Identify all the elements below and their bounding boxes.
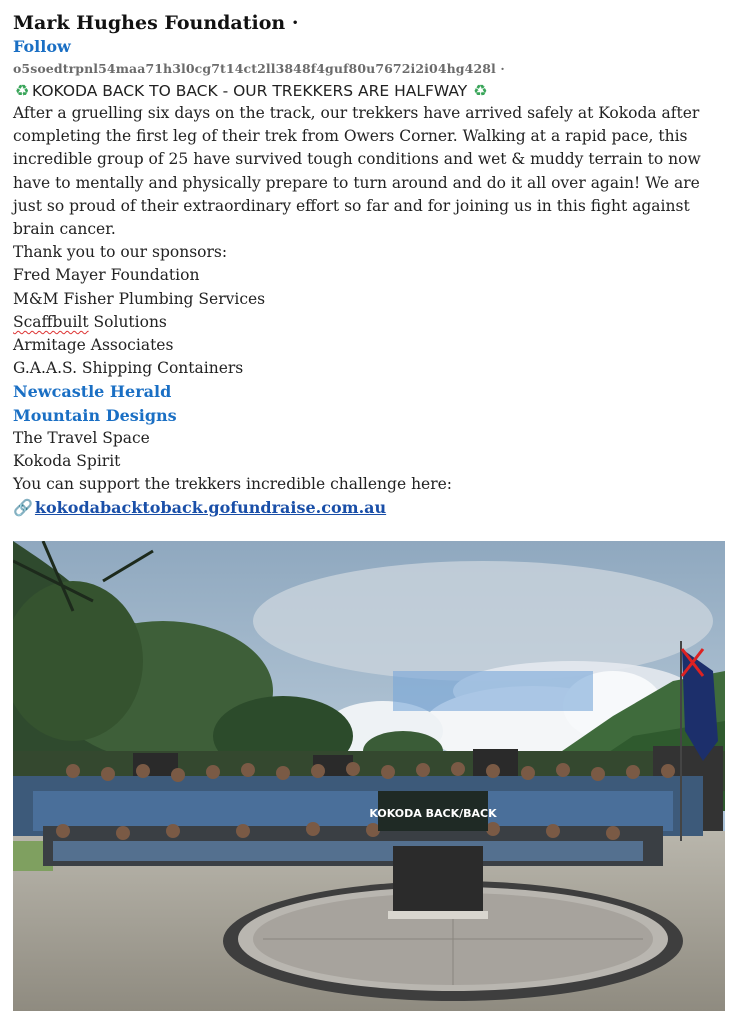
post-meta-id: o5soedtrpnl54maa71h3l0cg7t14ct2ll3848f4guf80u7672i2i04hg428l · xyxy=(13,61,505,76)
sponsor-item: Kokoda Spirit xyxy=(13,452,121,471)
sponsor-item: G.A.A.S. Shipping Containers xyxy=(13,359,244,378)
sponsor-link-newcastle-herald[interactable]: Newcastle Herald xyxy=(13,382,172,402)
follow-button[interactable]: Follow xyxy=(13,37,71,56)
page-name[interactable]: Mark Hughes Foundation · xyxy=(13,12,299,34)
sponsor-item: The Travel Space xyxy=(13,428,150,447)
group-photo[interactable] xyxy=(13,541,725,1011)
link-icon: 🔗 xyxy=(13,498,33,518)
support-text: You can support the trekkers incredible challenge here: xyxy=(13,475,453,494)
recycle-icon: ♻ xyxy=(14,81,30,100)
sponsor-item-rest: Solutions xyxy=(88,312,167,331)
fundraise-url[interactable]: kokodabacktoback.gofundraise.com.au xyxy=(34,498,387,518)
kokoda-banner xyxy=(369,791,497,831)
sponsors-intro: Thank you to our sponsors: xyxy=(13,243,228,262)
fundraise-link-row[interactable] xyxy=(13,496,723,520)
recycle-icon: ♻ xyxy=(473,81,488,100)
crowd xyxy=(13,776,703,866)
sponsor-item: M&M Fisher Plumbing Services xyxy=(13,289,266,308)
banner-text: KOKODA BACK/BACK xyxy=(369,807,497,820)
sponsor-link-mountain-designs[interactable]: Mountain Designs xyxy=(13,405,177,425)
group-photo-illustration xyxy=(13,541,725,1011)
sponsor-item: Fred Mayer Foundation xyxy=(13,266,200,285)
post-headline-row xyxy=(13,80,723,102)
sponsor-item xyxy=(13,311,723,334)
sponsor-item: Armitage Associates xyxy=(13,336,174,355)
facebook-post xyxy=(13,10,723,520)
post-headline: KOKODA BACK TO BACK - OUR TREKKERS ARE HALFWAY xyxy=(32,82,468,100)
sponsor-item-misspelled: Scaffbuilt xyxy=(13,312,89,331)
post-body: After a gruelling six days on the track, our trekkers have arrived safely at Kokoda after completing the first leg of their trek from Owers Corner. Walking at a rapid pace, this incredible group of 25 have survived tough conditions and wet & muddy terrain to now have to mentally and physically prepare to turn around and do it all over again! We are just so proud of their extraordinary effort so far and for joining us in this fight against brain cancer. xyxy=(13,104,701,239)
